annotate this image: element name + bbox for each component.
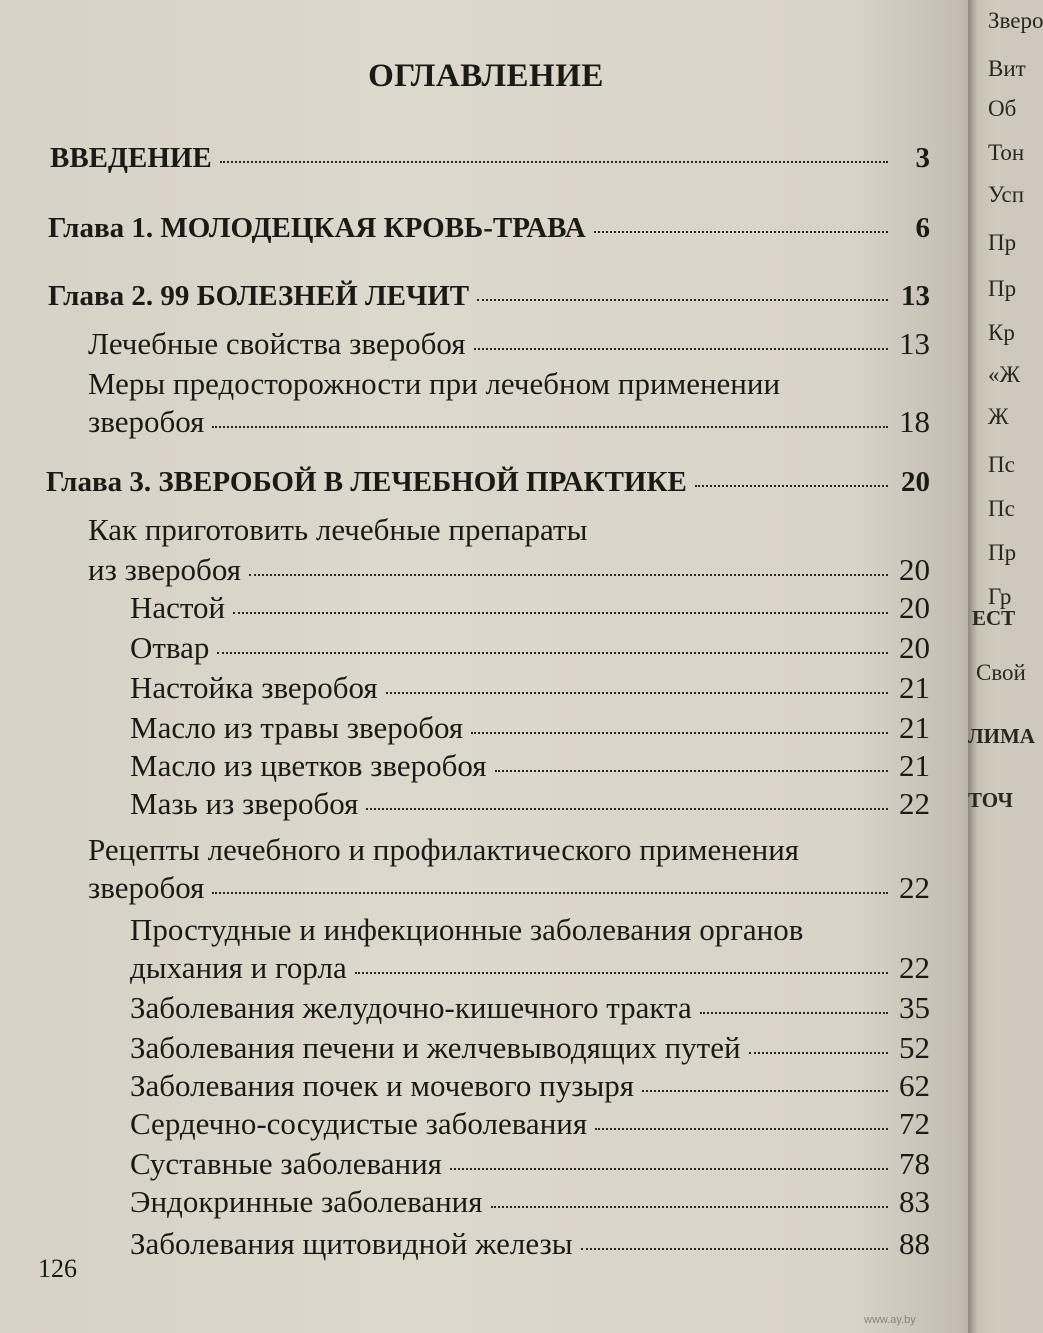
- adjacent-page-fragment: ЛИМА: [968, 724, 1035, 748]
- adjacent-page-fragment: Ж: [988, 404, 1009, 429]
- toc-entry: [88, 832, 799, 868]
- toc-entry-title: Заболевания печени и желчевыводящих путей: [130, 1030, 741, 1065]
- adjacent-page-fragment: Усп: [988, 182, 1025, 207]
- toc-entry-title: Масло из травы зверобоя: [130, 710, 464, 745]
- toc-entry: [130, 990, 930, 1026]
- dot-leader: [477, 299, 888, 301]
- dot-leader: [450, 1168, 888, 1170]
- toc-entry-page: 13: [901, 280, 930, 312]
- toc-entry-page: 21: [899, 670, 930, 705]
- toc-title: ОГЛАВЛЕНИЕ: [368, 58, 604, 94]
- toc-entry-title: Настой: [130, 590, 226, 625]
- adjacent-page-fragment: ЕСТ: [972, 606, 1016, 630]
- watermark: www.ay.by: [864, 1314, 916, 1326]
- toc-entry-title: Заболевания почек и мочевого пузыря: [130, 1068, 635, 1103]
- dot-leader: [217, 652, 888, 654]
- adjacent-page-fragment: Кр: [988, 320, 1015, 345]
- toc-entry-title: Лечебные свойства зверобоя: [88, 326, 466, 361]
- dot-leader: [366, 808, 888, 810]
- toc-entry-page: 83: [899, 1184, 930, 1219]
- toc-entry-title: Масло из цветков зверобоя: [130, 748, 487, 783]
- toc-entry: [130, 1184, 930, 1220]
- dot-leader: [474, 348, 888, 350]
- toc-entry-page: 21: [899, 748, 930, 783]
- adjacent-page-edge: [968, 0, 1043, 1333]
- toc-entry-title: Как приготовить лечебные препараты: [88, 512, 588, 547]
- toc-entry-title: Суставные заболевания: [130, 1146, 442, 1181]
- toc-entry-page: 6: [915, 212, 930, 244]
- toc-entry-title: дыхания и горла: [130, 950, 347, 985]
- toc-entry: [130, 590, 930, 626]
- toc-entry-title: из зверобоя: [88, 552, 241, 587]
- toc-entry-page: 35: [899, 990, 930, 1025]
- dot-leader: [249, 574, 888, 576]
- toc-entry-page: 22: [899, 950, 930, 985]
- dot-leader: [642, 1090, 888, 1092]
- toc-entry: [130, 1226, 930, 1262]
- toc-entry-title: Глава 1. МОЛОДЕЦКАЯ КРОВЬ-ТРАВА: [48, 212, 586, 244]
- toc-entry-title: Заболевания щитовидной железы: [130, 1226, 573, 1261]
- toc-entry: [130, 1068, 930, 1104]
- toc-entry-page: 72: [899, 1106, 930, 1141]
- toc-entry: [46, 464, 930, 500]
- toc-entry: [88, 512, 587, 548]
- toc-entry: [88, 404, 930, 440]
- toc-entry-title: Рецепты лечебного и профилактического применения: [88, 832, 800, 867]
- toc-entry-title: зверобоя: [88, 870, 205, 905]
- toc-entry-page: 22: [899, 786, 930, 821]
- toc-entry: [130, 710, 930, 746]
- dot-leader: [695, 485, 888, 487]
- adjacent-page-fragment: Гр: [988, 584, 1012, 609]
- toc-entry-title: Мазь из зверобоя: [130, 786, 359, 821]
- adjacent-page-fragment: Пс: [988, 452, 1015, 477]
- adjacent-page-fragment: Свой: [976, 660, 1026, 685]
- toc-entry-title: Меры предосторожности при лечебном применении: [88, 366, 781, 401]
- toc-entry-title: Простудные и инфекционные заболевания органов: [130, 912, 804, 947]
- dot-leader: [233, 612, 888, 614]
- toc-entry-page: 22: [899, 870, 930, 905]
- toc-entry: [88, 326, 930, 362]
- toc-entry-title: Эндокринные заболевания: [130, 1184, 483, 1219]
- dot-leader: [595, 1128, 888, 1130]
- toc-entry: [130, 786, 930, 822]
- adjacent-page-fragment: ТОЧ: [968, 788, 1013, 812]
- toc-entry: [130, 748, 930, 784]
- toc-entry-page: 18: [899, 404, 930, 439]
- toc-entry: [130, 670, 930, 706]
- toc-entry-title: Сердечно-сосудистые заболевания: [130, 1106, 588, 1141]
- adjacent-page-fragment: Пр: [988, 230, 1017, 255]
- dot-leader: [749, 1052, 888, 1054]
- adjacent-page-fragment: Пр: [988, 540, 1017, 565]
- toc-entry-title: Отвар: [130, 630, 210, 665]
- toc-entry: [48, 278, 930, 314]
- dot-leader: [471, 732, 888, 734]
- toc-entry-page: 88: [899, 1226, 930, 1261]
- toc-entry-page: 78: [899, 1146, 930, 1181]
- dot-leader: [581, 1248, 888, 1250]
- toc-entry: [130, 1030, 930, 1066]
- toc-entry-title: Настойка зверобоя: [130, 670, 378, 705]
- dot-leader: [386, 692, 888, 694]
- adjacent-page-fragment: «Ж: [988, 362, 1021, 387]
- dot-leader: [212, 426, 888, 428]
- toc-entry: [88, 552, 930, 588]
- dot-leader: [700, 1012, 888, 1014]
- adjacent-page-fragment: Вит: [988, 56, 1026, 81]
- dot-leader: [495, 770, 888, 772]
- toc-entry-page: 62: [899, 1068, 930, 1103]
- adjacent-page-fragment: Зверо: [988, 8, 1043, 33]
- dot-leader: [491, 1206, 888, 1208]
- dot-leader: [355, 972, 888, 974]
- dot-leader: [220, 161, 888, 163]
- toc-entry: [88, 870, 930, 906]
- toc-entry-title: ВВЕДЕНИЕ: [50, 142, 212, 174]
- toc-entry-page: 3: [915, 142, 930, 174]
- toc-entry-page: 21: [899, 710, 930, 745]
- adjacent-page-fragment: Пр: [988, 276, 1017, 301]
- toc-entry-page: 20: [899, 590, 930, 625]
- toc-entry: [88, 366, 780, 402]
- adjacent-page-fragment: Пс: [988, 496, 1015, 521]
- toc-entry-page: 13: [899, 326, 930, 361]
- toc-entry: [50, 140, 930, 176]
- dot-leader: [212, 892, 888, 894]
- toc-entry: [130, 630, 930, 666]
- toc-entry: [48, 210, 930, 246]
- adjacent-page-fragment: Тон: [988, 140, 1025, 165]
- adjacent-page-fragment: Об: [988, 96, 1017, 121]
- toc-entry-page: 52: [899, 1030, 930, 1065]
- toc-entry-title: Глава 2. 99 БОЛЕЗНЕЙ ЛЕЧИТ: [48, 280, 470, 312]
- dot-leader: [594, 231, 888, 233]
- toc-entry: [130, 1106, 930, 1142]
- toc-entry-page: 20: [899, 552, 930, 587]
- toc-entry: [130, 950, 930, 986]
- toc-entry-page: 20: [901, 466, 930, 498]
- page-number: 126: [38, 1254, 77, 1283]
- toc-entry-title: Заболевания желудочно-кишечного тракта: [130, 990, 692, 1025]
- toc-entry-title: зверобоя: [88, 404, 205, 439]
- toc-entry: [130, 912, 803, 948]
- toc-entry-title: Глава 3. ЗВЕРОБОЙ В ЛЕЧЕБНОЙ ПРАКТИКЕ: [46, 466, 687, 498]
- toc-entry-page: 20: [899, 630, 930, 665]
- toc-entry: [130, 1146, 930, 1182]
